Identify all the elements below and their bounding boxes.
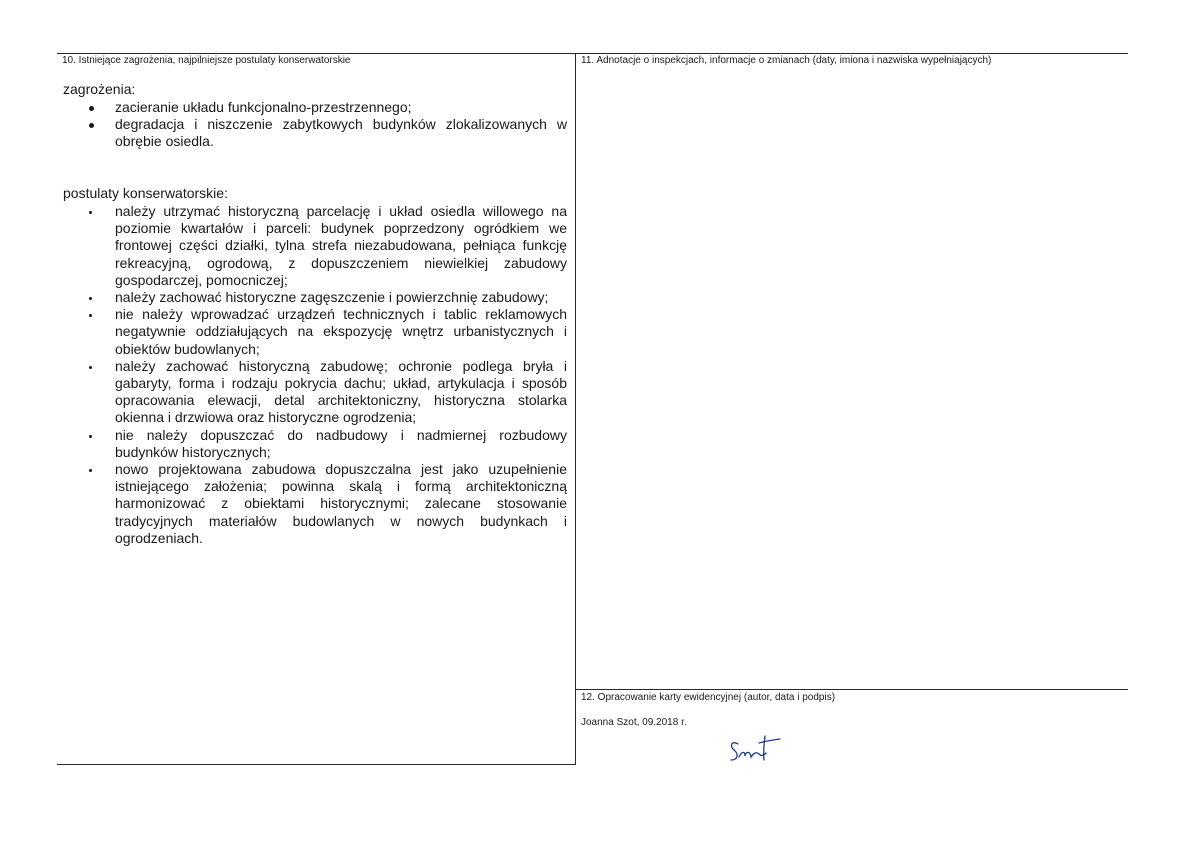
postulate-item: nie należy wprowadzać urządzeń technicznych i tablic reklamowych negatywnie oddziałujących na ekspozycję wnętrz urbanistycznych i obiektów budowlanych; [62, 306, 567, 358]
postulate-item: należy zachować historyczne zagęszczenie i powierzchnię zabudowy; [62, 289, 567, 306]
section11-header: 11. Adnotacje o inspekcjach, informacje o zmianach (daty, imiona i nazwiska wypełniających) [581, 55, 992, 66]
section12-top-rule [575, 689, 1128, 690]
postulate-item: nowo projektowana zabudowa dopuszczalna jest jako uzupełnienie istniejącego założenia; powinna skalą i formą architektoniczną harmonizować z obiektami historycznymi; zalecane stosowanie tradycyjnych materiałów budowlanych w nowych budynkach i ogrodzeniach. [62, 461, 567, 547]
section12-header: 12. Opracowanie karty ewidencyjnej (autor, data i podpis) [581, 692, 836, 703]
section10-header: 10. Istniejące zagrożenia, najpilniejsze postulaty konserwatorskie [62, 55, 351, 66]
author-date: Joanna Szot, 09.2018 r. [581, 717, 687, 728]
postulates-list [62, 203, 567, 547]
bottom-rule [57, 764, 576, 765]
column-divider [575, 53, 576, 764]
signature [726, 730, 788, 768]
top-rule [57, 53, 1128, 54]
threats-list [62, 99, 567, 151]
threats-label: zagrożenia: [63, 81, 136, 97]
postulate-item: nie należy dopuszczać do nadbudowy i nadmiernej rozbudowy budynków historycznych; [62, 427, 567, 461]
postulate-item: należy utrzymać historyczną parcelację i układ osiedla willowego na poziomie kwartałów i parceli: budynek poprzedzony ogródkiem we frontowej części działki, tylna strefa niezabudowana, pełniąca funkcję rekreacyjną, ogrodową, z dopuszczeniem niewielkiej zabudowy gospodarczej, pomocniczej; [62, 203, 567, 289]
postulate-item: należy zachować historyczną zabudowę; ochronie podlega bryła i gabaryty, forma i rodzaju pokrycia dachu; układ, artykulacja i sposób opracowania elewacji, detal architektoniczny, historyczna stolarka okienna i drzwiowa oraz historyczne ogrodzenia; [62, 358, 567, 427]
threat-item: degradacja i niszczenie zabytkowych budynków zlokalizowanych w obrębie osiedla. [62, 116, 567, 150]
threat-item: zacieranie układu funkcjonalno-przestrzennego; [62, 99, 567, 116]
postulates-label: postulaty konserwatorskie: [63, 185, 228, 201]
